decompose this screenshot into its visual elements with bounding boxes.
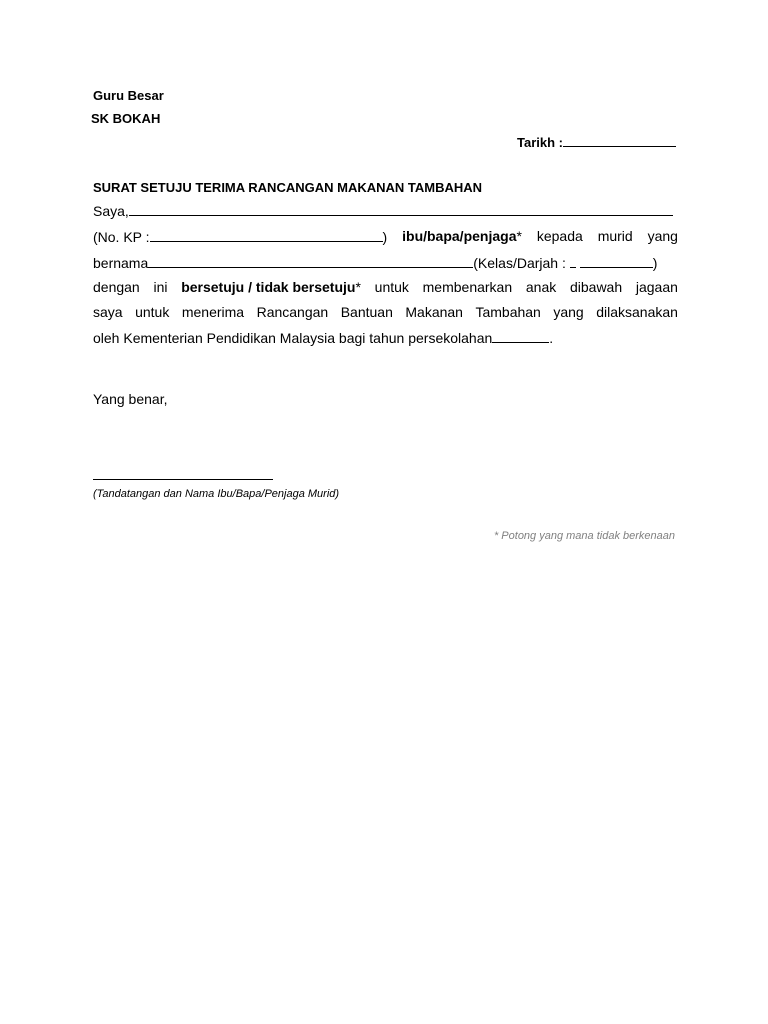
word: murid: [597, 228, 633, 244]
word: membenarkan: [422, 279, 513, 295]
role-group: [402, 228, 522, 245]
document-heading: SURAT SETUJU TERIMA RANCANGAN MAKANAN TAMBAHAN: [93, 180, 483, 195]
date-label: Tarikh :: [517, 135, 563, 150]
word: jagaan: [635, 279, 678, 295]
word: Makanan: [405, 304, 463, 320]
word: anak: [525, 279, 557, 295]
word: ini: [153, 279, 168, 295]
body-line-ic: [93, 228, 678, 245]
role-options: ibu/bapa/penjaga: [402, 228, 517, 244]
word: menerima: [181, 304, 245, 320]
word: Bantuan: [340, 304, 393, 320]
bernama-label: bernama: [93, 255, 149, 271]
signature-caption: (Tandatangan dan Nama Ibu/Bapa/Penjaga Murid): [93, 488, 340, 500]
period: .: [549, 330, 554, 346]
ic-close: ): [382, 229, 388, 245]
word: Tambahan: [475, 304, 541, 320]
word: yang: [553, 304, 584, 320]
class-blank: [580, 254, 653, 268]
consent-group: [181, 279, 361, 295]
word: saya: [93, 304, 123, 320]
pupil-name-blank: [148, 254, 473, 268]
class-blank-short: [570, 254, 576, 268]
word: dibawah: [569, 279, 623, 295]
word: untuk: [135, 304, 170, 320]
word: kepada: [536, 228, 583, 244]
ic-label: (No. KP :: [93, 229, 150, 245]
recipient-school: SK BOKAH: [91, 111, 161, 126]
body-line-program: [93, 304, 678, 320]
body-line-consent: [93, 279, 678, 295]
body-line-year: [93, 329, 678, 346]
body-line-pupil: [93, 254, 678, 271]
saya-label: Saya,: [93, 203, 129, 219]
date-row: [517, 134, 676, 150]
ic-number-blank: [150, 228, 383, 242]
class-label: (Kelas/Darjah :: [473, 255, 566, 271]
body-line-name: [93, 202, 678, 219]
parent-name-blank: [129, 202, 673, 216]
word: dilaksanakan: [596, 304, 678, 320]
closing: Yang benar,: [93, 391, 168, 407]
recipient-title: Guru Besar: [93, 88, 164, 103]
consent-options: bersetuju / tidak bersetuju: [181, 279, 356, 295]
ministry-text: oleh Kementerian Pendidikan Malaysia bagi tahun persekolahan: [93, 330, 493, 346]
ic-group: [93, 228, 387, 245]
word: untuk: [374, 279, 409, 295]
school-year-blank: [492, 329, 549, 343]
signature-line: [93, 479, 273, 480]
class-close: ): [652, 255, 658, 271]
word: yang: [647, 228, 678, 244]
word: dengan: [93, 279, 140, 295]
consent-asterisk: *: [355, 279, 361, 295]
footnote: * Potong yang mana tidak berkenaan: [493, 530, 675, 542]
word: Rancangan: [256, 304, 329, 320]
date-blank: [563, 134, 676, 147]
role-asterisk: *: [516, 228, 522, 244]
